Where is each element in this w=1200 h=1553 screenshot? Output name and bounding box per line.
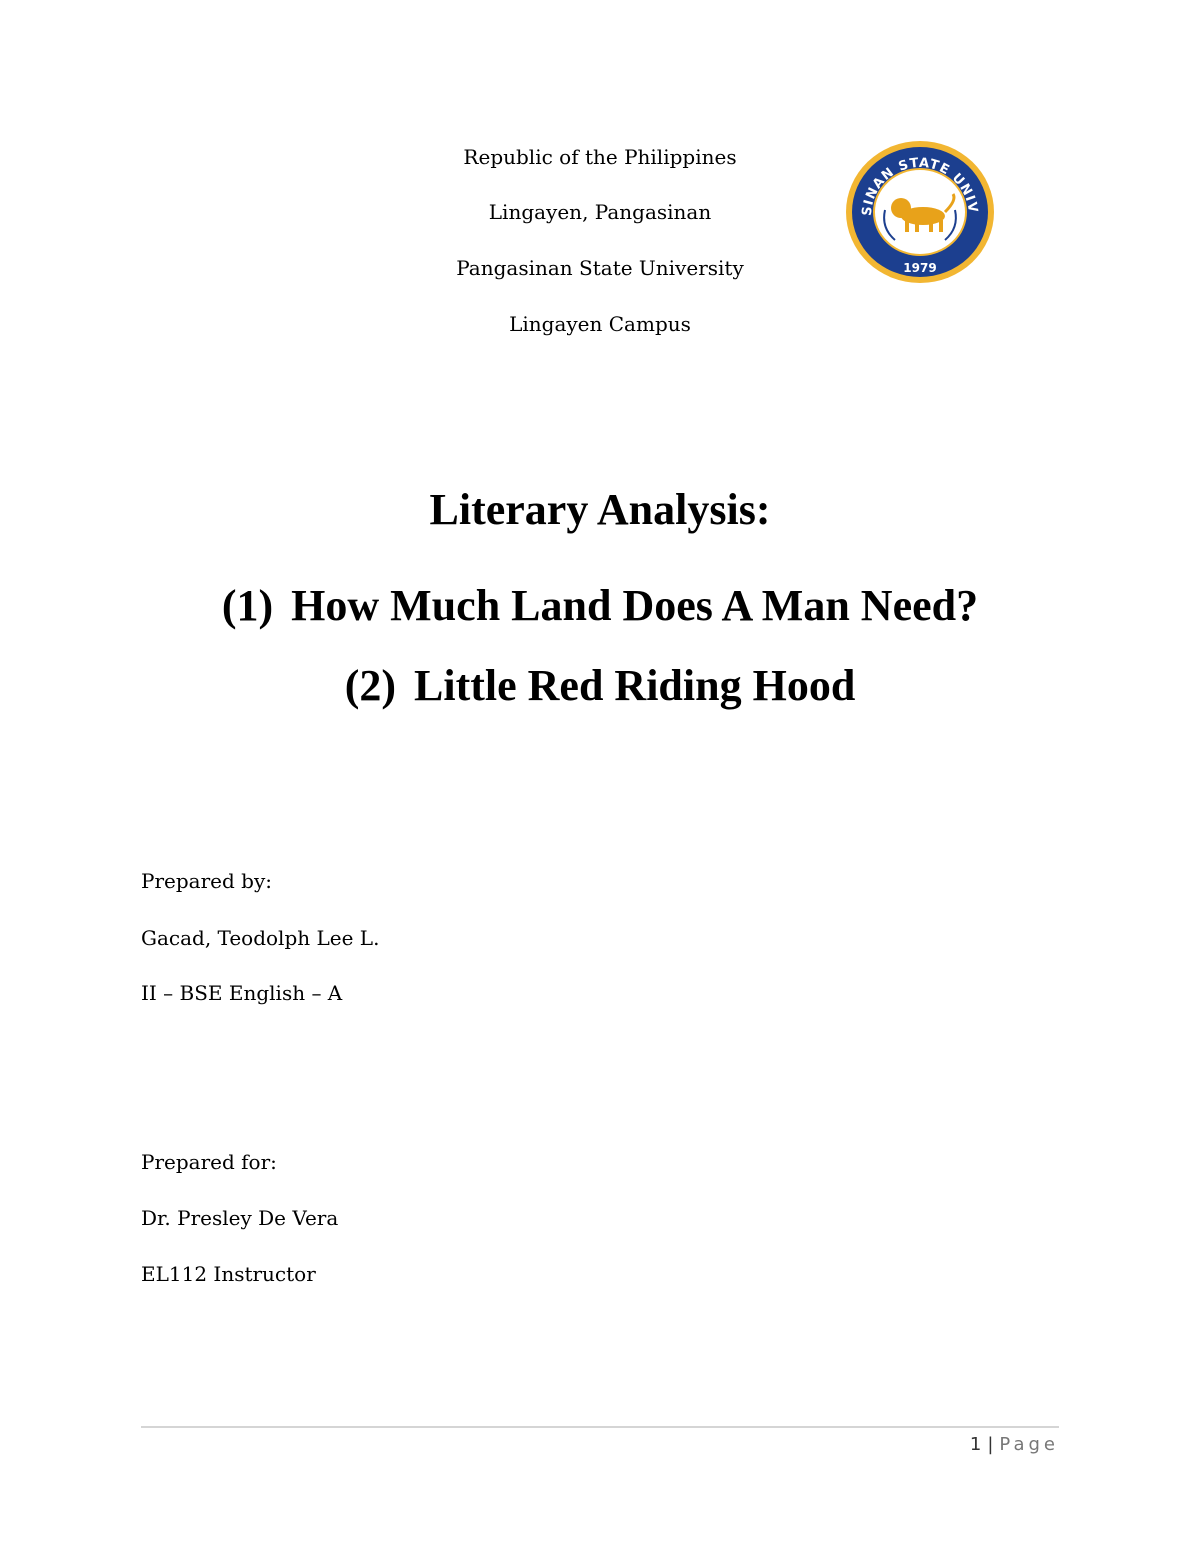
header-campus: Lingayen Campus [509, 312, 691, 336]
instructor-name: Dr. Presley De Vera [141, 1206, 339, 1230]
page-label: Page [999, 1434, 1059, 1455]
prepared-by-label: Prepared by: [141, 869, 272, 893]
instructor-role: EL112 Instructor [141, 1262, 316, 1286]
header-university: Pangasinan State University [456, 256, 744, 280]
title-item-1-number: (1) [221, 581, 274, 630]
title-item-2-number: (2) [344, 661, 397, 710]
university-seal-icon [845, 140, 995, 285]
title-item-1 [0, 580, 1200, 632]
title-item-2-text: Little Red Riding Hood [414, 661, 856, 710]
author-section: II – BSE English – A [141, 981, 343, 1005]
document-title: Literary Analysis: [429, 485, 771, 534]
author-name: Gacad, Teodolph Lee L. [141, 926, 380, 950]
page-footer [970, 1434, 1059, 1456]
title-item-2 [0, 660, 1200, 712]
seal-year: 1979 [903, 261, 937, 275]
footer-divider [141, 1426, 1059, 1428]
svg-text:PANGASINAN STATE UNIVERSITY: SINAN STATE UNIV [859, 155, 981, 217]
footer-separator: | [987, 1434, 994, 1455]
title-item-1-text: How Much Land Does A Man Need? [291, 581, 979, 630]
header-republic: Republic of the Philippines [463, 145, 737, 169]
page-number: 1 [969, 1434, 982, 1455]
header-location: Lingayen, Pangasinan [488, 200, 712, 224]
prepared-for-label: Prepared for: [141, 1150, 277, 1174]
